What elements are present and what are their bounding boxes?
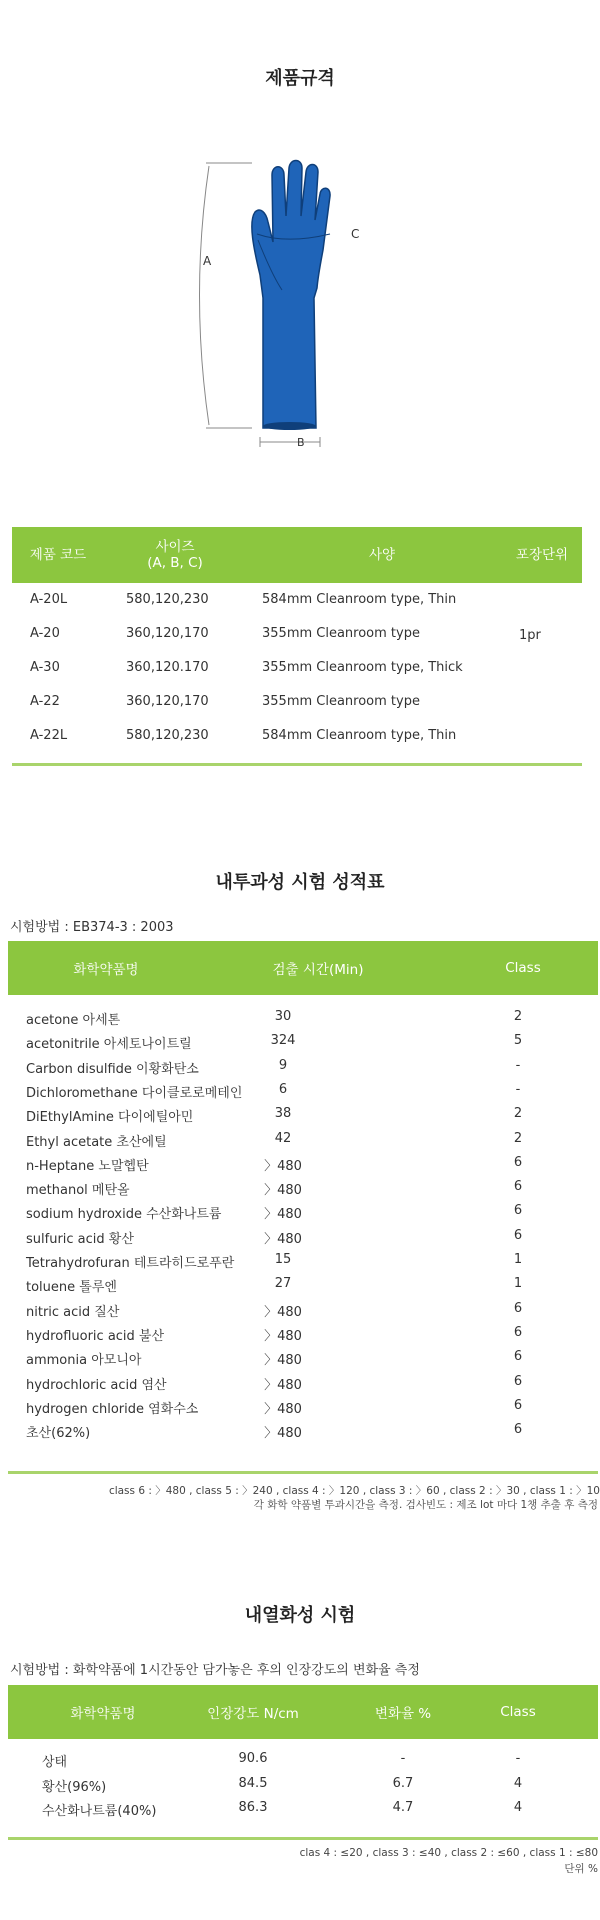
permeation-method-note: 각 화학 약품별 투과시간을 측정. 검사빈도 : 제조 lot 마다 1챙 추출 후 측정 (253, 1499, 598, 1511)
tensile-strength: 86.3 (238, 1800, 268, 1815)
chemical-name: acetone 아세톤 (26, 1013, 121, 1028)
permeation-row (8, 1055, 598, 1079)
spec-value: 355mm Cleanroom type, Thick (262, 660, 463, 675)
permeation-row (8, 1176, 598, 1200)
spec-value: 584mm Cleanroom type, Thin (262, 592, 457, 607)
header-spec: 사양 (368, 547, 396, 563)
dimension-a-label: A (203, 254, 212, 268)
degradation-method: 시험방법 : 화학약품에 1시간동안 담가놓은 후의 인장강도의 변화율 측정 (10, 1663, 420, 1678)
spec-row (12, 719, 582, 753)
class-value: 1 (513, 1252, 523, 1267)
chemical-name: 상태 (42, 1755, 68, 1770)
spec-value: 355mm Cleanroom type (262, 694, 420, 709)
detection-time: 324 (270, 1033, 296, 1049)
permeation-row (8, 1273, 598, 1297)
detection-time: 〉480 (264, 1353, 302, 1369)
divider (8, 1837, 598, 1840)
chemical-name: acetonitrile 아세토나이트릴 (26, 1037, 192, 1053)
permeation-row (8, 1249, 598, 1273)
divider (8, 1471, 598, 1474)
degradation-row (8, 1773, 598, 1797)
degradation-class-note: clas 4 : ≤20 , class 3 : ≤40 , class 2 : ≤60 , class 1 : ≤80 (299, 1847, 598, 1859)
chemical-name: 수산화나트륨(40%) (42, 1804, 157, 1819)
chemical-name: hydrochloric acid 염산 (26, 1377, 167, 1393)
product-code: A-22 (30, 694, 60, 709)
header-time: 검출 시간(Min) (272, 962, 364, 978)
size-value: 360,120.170 (126, 660, 209, 675)
permeation-row (8, 1395, 598, 1419)
detection-time: 38 (274, 1106, 292, 1122)
chemical-name: 황산(96%) (42, 1779, 107, 1795)
permeation-row (8, 1152, 598, 1176)
class-value: 2 (513, 1130, 523, 1146)
spec-value: 355mm Cleanroom type (262, 626, 420, 641)
chemical-name: Tetrahydrofuran 테트라히드로푸란 (26, 1256, 235, 1271)
permeation-row (8, 1346, 598, 1370)
change-rate: 6.7 (392, 1775, 414, 1791)
header-class: Class (505, 960, 541, 976)
degradation-row (8, 1748, 598, 1772)
class-value: 6 (513, 1373, 523, 1389)
class-value: 6 (513, 1179, 523, 1195)
header-code: 제품 코드 (29, 547, 87, 563)
permeation-row (8, 1103, 598, 1127)
chemical-name: nitric acid 질산 (26, 1304, 120, 1320)
class-value: 2 (513, 1009, 523, 1024)
class-value: 4 (513, 1775, 523, 1791)
tensile-strength: 90.6 (238, 1751, 268, 1766)
chemical-name: hydrogen chloride 염화수소 (26, 1401, 199, 1417)
size-value: 360,120,170 (126, 694, 209, 709)
detection-time: 〉480 (264, 1328, 302, 1344)
change-rate: - (400, 1751, 406, 1766)
class-value: 6 (513, 1422, 523, 1438)
size-value: 580,120,230 (126, 592, 209, 607)
class-value: 6 (513, 1349, 523, 1365)
class-value: 1 (513, 1276, 523, 1292)
class-value: 6 (513, 1324, 523, 1340)
chemical-name: ammonia 아모니아 (26, 1353, 142, 1369)
detection-time: 6 (278, 1081, 288, 1097)
header-chemical: 화학약품명 (73, 962, 139, 978)
detection-time: 〉480 (264, 1401, 302, 1417)
permeation-title: 내투과성 시험 성적표 (215, 872, 385, 893)
product-code: A-20L (30, 592, 68, 607)
permeation-row (8, 1322, 598, 1346)
degradation-table-header (8, 1685, 598, 1739)
spec-table (12, 527, 582, 743)
permeation-row (8, 1128, 598, 1152)
dimension-c-label: C (351, 227, 360, 241)
class-value: 2 (513, 1106, 523, 1122)
header-chemical: 화학약품명 (70, 1706, 136, 1722)
class-value: 6 (513, 1203, 523, 1219)
chemical-name: DiEthylAmine 다이에틸아민 (26, 1110, 194, 1126)
header-class: Class (500, 1704, 536, 1720)
permeation-row (8, 1006, 598, 1030)
detection-time: 27 (274, 1276, 292, 1292)
detection-time: 15 (274, 1252, 292, 1267)
permeation-row (8, 1298, 598, 1322)
detection-time: 〉480 (264, 1304, 302, 1320)
chemical-name: Ethyl acetate 초산에틸 (26, 1134, 167, 1150)
class-value: 4 (513, 1800, 523, 1815)
permeation-method: 시험방법 : EB374-3 : 2003 (10, 920, 174, 935)
chemical-name: toluene 톨루엔 (26, 1280, 117, 1296)
permeation-table-header (8, 941, 598, 995)
spec-title: 제품규격 (265, 68, 335, 89)
class-value: 6 (513, 1397, 523, 1413)
chemical-name: hydrofluoric acid 불산 (26, 1328, 165, 1344)
permeation-row (8, 1079, 598, 1103)
header-strength: 인장강도 N/cm (207, 1706, 299, 1722)
chemical-name: n-Heptane 노말헵탄 (26, 1158, 149, 1174)
permeation-row (8, 1200, 598, 1224)
class-value: 6 (513, 1227, 523, 1243)
divider (12, 763, 582, 766)
chemical-name: Dichloromethane 다이클로로메테인 (26, 1085, 243, 1101)
detection-time: 〉480 (264, 1158, 302, 1174)
size-value: 580,120,230 (126, 728, 209, 743)
tensile-strength: 84.5 (238, 1775, 268, 1791)
class-value: 6 (513, 1300, 523, 1316)
dimension-b-label: B (297, 436, 305, 449)
permeation-row (8, 1225, 598, 1249)
glove-size-diagram (190, 150, 380, 460)
detection-time: 〉480 (264, 1183, 302, 1199)
product-code: A-30 (30, 660, 60, 675)
class-value: - (515, 1751, 521, 1766)
change-rate: 4.7 (392, 1800, 414, 1815)
spec-row (12, 583, 582, 617)
permeation-row (8, 1030, 598, 1054)
product-code: A-20 (30, 626, 60, 641)
header-change: 변화율 % (374, 1706, 432, 1722)
spec-row (12, 617, 582, 651)
detection-time: 〉480 (264, 1426, 302, 1442)
degradation-title: 내열화성 시험 (244, 1605, 356, 1626)
detection-time: 30 (274, 1009, 292, 1024)
degradation-unit-note: 단위 % (564, 1863, 598, 1875)
detection-time: 〉480 (264, 1231, 302, 1247)
chemical-name: methanol 메탄올 (26, 1183, 130, 1199)
detection-time: 〉480 (264, 1377, 302, 1393)
size-value: 360,120,170 (126, 626, 209, 641)
class-value: 5 (513, 1033, 523, 1049)
permeation-row (8, 1419, 598, 1443)
spec-row (12, 651, 582, 685)
detection-time: 42 (274, 1130, 292, 1146)
spec-row (12, 685, 582, 719)
detection-time: 〉480 (264, 1207, 302, 1223)
chemical-name: sulfuric acid 황산 (26, 1231, 134, 1247)
chemical-name: Carbon disulfide 이황화탄소 (26, 1061, 199, 1077)
class-value: 6 (513, 1154, 523, 1170)
permeation-row (8, 1371, 598, 1395)
class-value: - (515, 1057, 521, 1073)
spec-table-header (12, 527, 582, 583)
spec-value: 584mm Cleanroom type, Thin (262, 728, 457, 743)
packing-unit-value: 1pr (519, 628, 541, 643)
degradation-row (8, 1797, 598, 1821)
header-size: 사이즈 (A, B, C) (147, 539, 203, 571)
chemical-name: sodium hydroxide 수산화나트륨 (26, 1207, 222, 1223)
header-unit: 포장단위 (515, 547, 569, 563)
detection-time: 9 (278, 1057, 288, 1073)
permeation-class-note: class 6 : 〉480 , class 5 : 〉240 , class 4 : 〉120 , class 3 : 〉60 , class 2 : 〉30 , class 1 : 〉10 (108, 1485, 600, 1497)
chemical-name: 초산(62%) (26, 1426, 91, 1442)
glove-illustration (252, 161, 330, 431)
class-value: - (515, 1081, 521, 1097)
product-code: A-22L (30, 728, 68, 743)
